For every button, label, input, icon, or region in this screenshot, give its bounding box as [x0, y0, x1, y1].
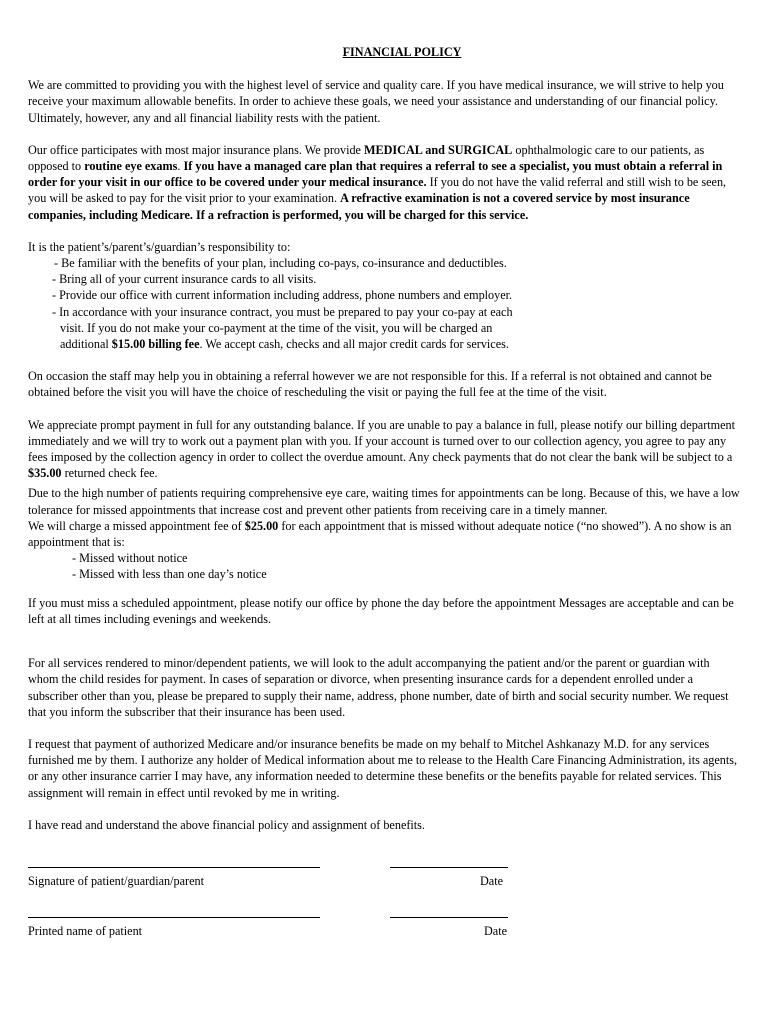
referral-paragraph: On occasion the staff may help you in obtaining a referral however we are not responsible for this. If a referral is not obtained and cannot be obtained before the visit you will have the choice of rescheduling the visit or paying the full fee at the time of the visit. [28, 369, 712, 400]
responsibility-intro: It is the patient’s/parent’s/guardian’s responsibility to: [28, 239, 291, 254]
list-item: - Bring all of your current insurance cards to all visits. [52, 272, 317, 287]
text: ophthalmologic care to our patients, as opposed to [28, 142, 705, 174]
text: . We accept cash, checks and all major credit cards for services. [199, 337, 509, 352]
billing-fee: $15.00 billing fee [111, 337, 200, 352]
signature-line[interactable] [28, 867, 320, 868]
acknowledgement: I have read and understand the above financial policy and assignment of benefits. [28, 817, 425, 832]
notify-paragraph: If you must miss a scheduled appointment, please notify our office by phone the day before the appointment Messages are acceptable and can be left at all times including evenings and weekends. [28, 595, 734, 626]
intro-paragraph: We are committed to providing you with the highest level of service and quality care. If you have medical insurance, we will strive to help you receive your maximum allowable benefits. In order to achieve these goals, we need your assistance and understanding of our financial policy. Ultimately, however, any and all financial liability rests with the patient. [28, 78, 724, 125]
date-label: Date [484, 923, 508, 938]
text: additional [60, 337, 112, 352]
responsibility-list [28, 255, 742, 352]
text: We will charge a missed appointment fee of [28, 518, 245, 533]
signature-block [28, 855, 742, 903]
date-line[interactable] [390, 917, 508, 918]
missed-item: - Missed without notice [72, 551, 188, 566]
list-item-continued [28, 336, 742, 352]
date-label: Date [480, 873, 504, 888]
waiting-paragraph: Due to the high number of patients requiring comprehensive eye care, waiting times for appointments can be long. Because of this, we have a low tolerance for missed appointments that increase cost and prevent other patients from receiving care in a timely manner. [28, 486, 740, 517]
bold-text: A refractive examination is not a covered service by most insurance companies, including Medicare. If a refraction is performed, you will be charged for this service. [28, 191, 690, 222]
missed-item: - Missed with less than one day’s notice [72, 567, 267, 582]
printed-name-label: Printed name of patient [28, 923, 143, 938]
payment-paragraph [28, 417, 742, 482]
list-item: - In accordance with your insurance contract, you must be prepared to pay your co-pay at each [52, 304, 513, 319]
printed-name-block [28, 905, 742, 953]
date-line[interactable] [390, 867, 508, 868]
signature-label: Signature of patient/guardian/parent [28, 873, 204, 888]
minors-paragraph: For all services rendered to minor/dependent patients, we will look to the adult accompanying the patient and/or the parent or guardian with whom the child resides for payment. In cases of separation or divorce, when presenting insurance cards for a dependent enrolled under a subscriber other than you, please be prepared to supply their name, address, phone number, date of birth and social security number. We request that you inform the subscriber that their insurance has been used. [28, 656, 729, 719]
bold-text: If you have a managed care plan that requires a referral to see a specialist, you must obtain a referral in order for your visit in our office to be covered under your medical insurance. [28, 159, 723, 190]
text: returned check fee. [61, 466, 158, 481]
signature-labels [28, 873, 742, 889]
list-item: - Provide our office with current information including address, phone numbers and employer. [52, 288, 513, 303]
assignment-paragraph: I request that payment of authorized Medicare and/or insurance benefits be made on my behalf to Mitchel Ashkanazy M.D. for any services furnished me by them. I authorize any holder of Medical information about me to release to the Health Care Financing Administration, its agents, or any other insurance carrier I may have, any information needed to determine these benefits or the benefits payable for related services. This assignment will remain in effect until revoked by me in writing. [28, 736, 738, 800]
text: We appreciate prompt payment in full for any outstanding balance. If you are unable to pay a balance in full, please notify our billing department immediately and we will try to work out a payment plan with you. If your account is turned over to our collection agency, you agree to pay any fees imposed by the collection agency in order to collect the overdue amount. Any check payments that do not clear the bank will be subject to a [28, 417, 736, 465]
list-item: - Be familiar with the benefits of your plan, including co-pays, co-insurance and deductibles. [54, 256, 507, 271]
text: Our office participates with most major insurance plans. We provide [28, 142, 364, 157]
text: If you do not have the valid referral and still wish to be seen, you will be asked to pay for the visit prior to your examination. [28, 175, 727, 206]
text: . [177, 159, 184, 174]
text: for each appointment that is missed without adequate notice (“no showed”). A no show is an appointment that is: [28, 518, 732, 550]
printed-name-line[interactable] [28, 917, 320, 918]
bold-text: routine eye exams [84, 159, 178, 174]
printed-name-labels [28, 923, 742, 939]
returned-check-fee: $35.00 [28, 466, 62, 481]
insurance-paragraph [28, 142, 742, 223]
page-title: FINANCIAL POLICY [342, 45, 462, 59]
missed-fee: $25.00 [244, 518, 279, 533]
list-item-continued: visit. If you do not make your co-payment at the time of the visit, you will be charged an [60, 320, 493, 335]
missed-fee-paragraph [28, 518, 742, 550]
bold-text: MEDICAL and SURGICAL [364, 142, 513, 157]
